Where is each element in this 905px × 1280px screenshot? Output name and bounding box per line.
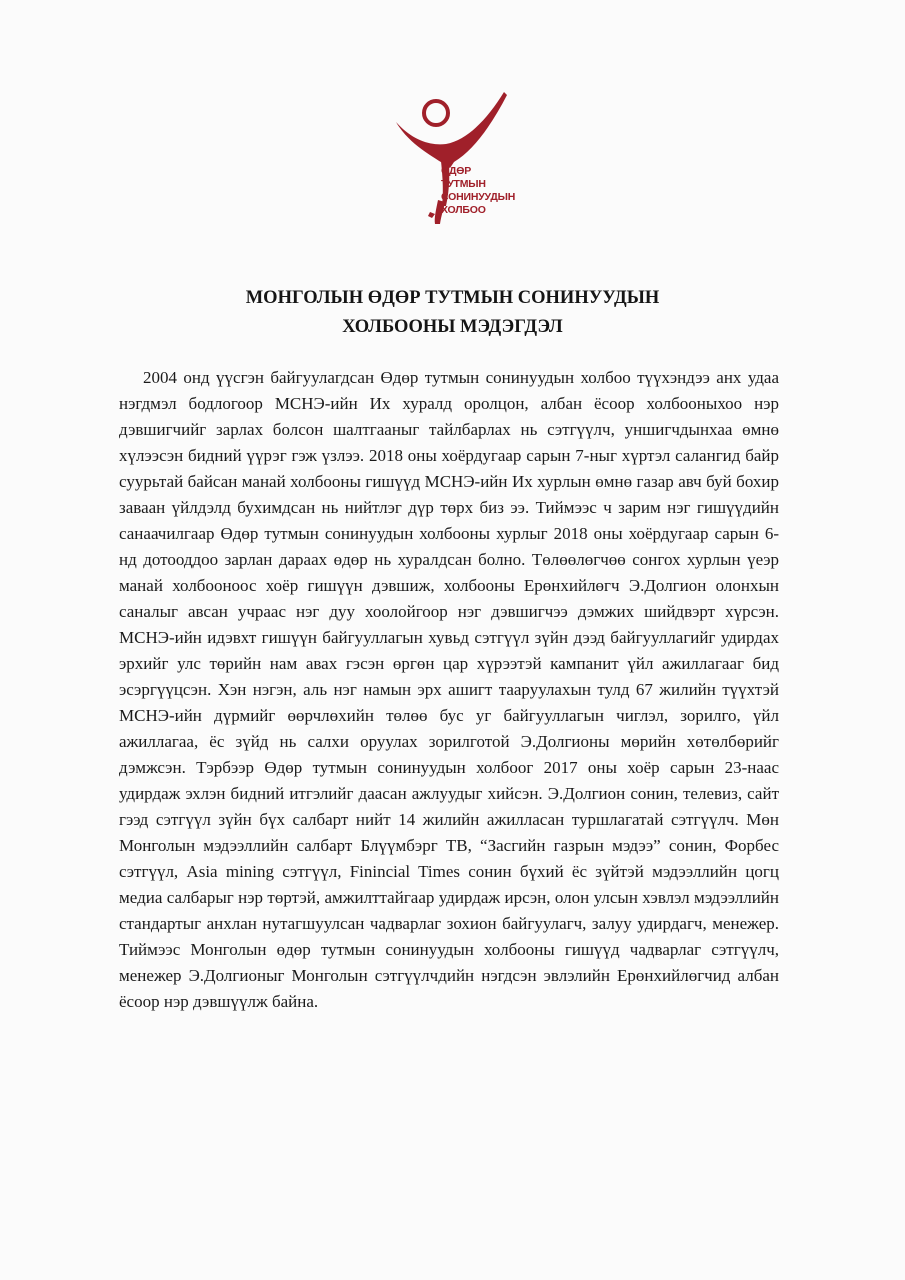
statement-body: 2004 онд үүсгэн байгуулагдсан Өдөр тутмын сонинуудын холбоо түүхэндээ анх удаа нэгдмэл бодлогоор МСНЭ-ийн Их хуралд оролцон, албан ёсоор холбооныхоо нэр дэвшигчийг зарлах болсон шалтгааныг тайлбарлах нь сэтгүүлч, уншигчдынхаа өмнө хүлээсэн бидний үүрэг гэж үзлээ. 2018 оны хоёрдугаар сарын 7-ныг хүртэл салангид байр суурьтай байсан манай холбооны гишүүд МСНЭ-ийн Их хурлын өмнө газар авч буй бохир заваан үйлдэлд бухимдсан нь нийтлэг дүр төрх биз ээ. Тиймээс ч зарим нэг гишүүдийн санаачилгаар Өдөр тутмын сонинуудын холбооны хурлыг 2018 оны хоёрдугаар сарын 6-нд дотооддоо зарлан дараах өдөр нь хуралдсан болно. Төлөөлөгчөө сонгох хурлын үеэр манай холбооноос хоёр гишүүн дэвшиж, холбооны Ерөнхийлөгч Э.Долгион олонхын саналыг авсан учраас нэг дуу хоолойгоор нэг дэвшигчээ дэмжих шийдвэрт хүрсэн. МСНЭ-ийн идэвхт гишүүн байгууллагын хувьд сэтгүүл зүйн дээд байгууллагийг удирдах эрхийг улс төрийн нам авах гэсэн өргөн цар хүрээтэй кампанит үйл ажиллагааг бид эсэргүүцсэн. Хэн нэгэн, аль нэг намын эрх ашигт тааруулахын тулд 67 жилийн түүхтэй МСНЭ-ийн дүрмийг өөрчлөхийн төлөө бус уг байгууллагын чиглэл, зорилго, үйл ажиллагаа, ёс зүйд нь салхи оруулах зорилготой Э.Долгионы мөрийн хөтөлбөрийг дэмжсэн. Тэрбээр Өдөр тутмын сонинуудын холбоог 2017 оны хоёр сарын 23-наас удирдаж эхлэн бидний итгэлийг даасан ажлуудыг хийсэн. Э.Долгион сонин, телевиз, сайт гээд сэтгүүл зүйн бүх салбарт нийт 14 жилийн ажилласан туршлагатай сэтгүүлч. Мөн Монголын мэдээллийн салбарт Блүүмбэрг ТВ, “Засгийн газрын мэдээ” сонин, Форбес сэтгүүл, Asia mining сэтгүүл, Finincial Times сонин бүхий ёс зүйтэй мэдээллийн цогц медиа салбарыг нэр төртэй, амжилттайгаар удирдаж ирсэн, олон улсын хэвлэл мэдээллийн стандартыг анхлан нутагшуулсан чадварлаг зохион байгуулагч, залуу удирдагч, менежер. Тиймээс Монголын өдөр тутмын сонинуудын холбооны гишүүд чадварлаг сэтгүүлч, менежер Э.Долгионыг Монголын сэтгүүлчдийн нэгдсэн эвлэлийн Ерөнхийлөгчид албан ёсоор нэр дэвшүүлж байна. (119, 368, 779, 1011)
logo-head-icon (424, 101, 448, 125)
logo-line-4: ХОЛБОО (441, 204, 486, 216)
logo-line-1: ӨДӨР (441, 165, 472, 177)
logo-line-2: ТУТМЫН (441, 178, 486, 190)
logo-line-3: СОНИНУУДЫН (441, 191, 516, 203)
logo-wordmark (441, 165, 515, 217)
title-line-1: МОНГОЛЫН ӨДӨР ТУТМЫН СОНИНУУДЫН (245, 288, 660, 308)
title-line-2: ХОЛБООНЫ МЭДЭГДЭЛ (342, 317, 563, 337)
logo-arms-icon (396, 92, 507, 168)
document-title (0, 284, 905, 342)
